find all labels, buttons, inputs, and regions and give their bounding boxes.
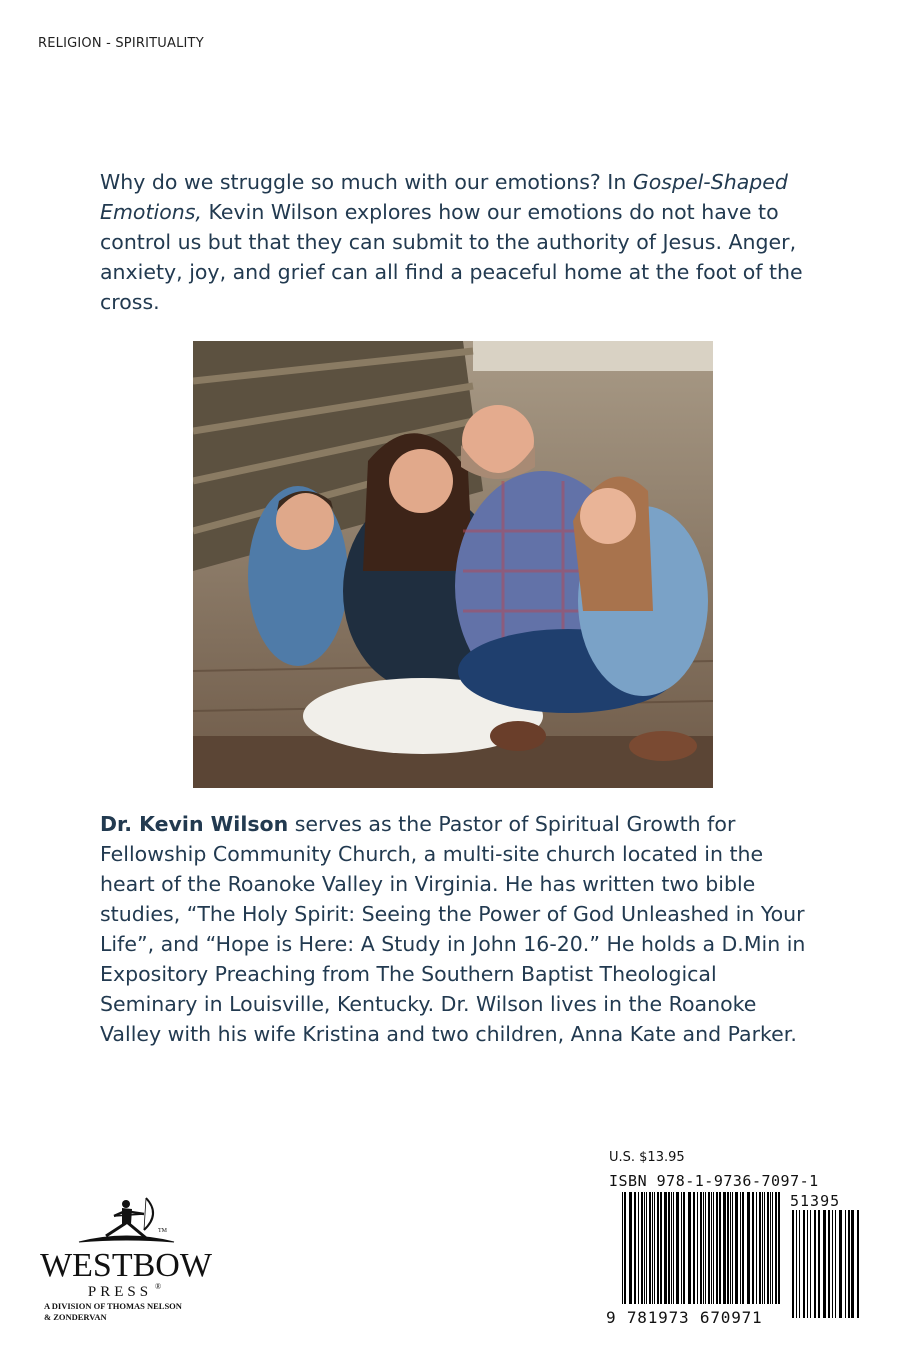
addon-bar [792,1210,794,1318]
addon-bar [799,1210,800,1318]
barcode-bar [719,1192,721,1304]
isbn-label: ISBN 978-1-9736-7097-1 [609,1172,819,1190]
barcode-bar [646,1192,647,1304]
barcode-bar [676,1192,679,1304]
barcode-bar [775,1192,777,1304]
addon-bar [796,1210,797,1318]
barcode-bar [681,1192,682,1304]
addon-bar [851,1210,854,1318]
blurb-text-end: Kevin Wilson explores how our emotions do not have to control us but that they can submit to the authority of Jesus. Anger, anxiety, joy, and grief can all find a peaceful home at the foot of the cross. [100,200,803,314]
addon-bar [803,1210,805,1318]
barcode-bar [697,1192,698,1304]
photo-illustration [193,341,713,788]
barcode-bar [688,1192,691,1304]
barcode-bar [629,1192,632,1304]
barcode-bar [730,1192,731,1304]
price-label: U.S. $13.95 [609,1150,685,1165]
barcode-bar [683,1192,685,1304]
barcode-bar [742,1192,744,1304]
barcode-bar [756,1192,757,1304]
barcode-bar [671,1192,672,1304]
addon-bar [814,1210,816,1318]
westbow-press-logo [34,1190,219,1330]
addon-bar [845,1210,846,1318]
barcode-bar [649,1192,651,1304]
barcode-bar [735,1192,738,1304]
barcode-bar [638,1192,639,1304]
addon-bar [810,1210,811,1318]
barcode-bar [770,1192,771,1304]
barcode-bar [767,1192,769,1304]
addon-bar [807,1210,808,1318]
blurb-text-start: Why do we struggle so much with our emotions? In [100,170,633,194]
category-label: RELIGION - SPIRITUALITY [38,36,204,51]
barcode-bar [723,1192,726,1304]
barcode-bar [711,1192,712,1304]
barcode-bar [772,1192,773,1304]
barcode-bar [708,1192,710,1304]
barcode-bar [660,1192,662,1304]
publisher-division-line2: & ZONDERVAN [44,1312,107,1322]
archer-icon [79,1198,174,1242]
barcode-bar [778,1192,780,1304]
barcode-bar [657,1192,659,1304]
barcode-bar [624,1192,626,1304]
barcode-bar [668,1192,670,1304]
barcode-bar [713,1192,714,1304]
barcode-bar [634,1192,636,1304]
addon-bar [823,1210,826,1318]
publisher-division-line1: A DIVISION OF THOMAS NELSON [44,1301,182,1311]
barcode-bar [644,1192,645,1304]
barcode-bar [693,1192,695,1304]
barcode-bar [727,1192,729,1304]
addon-bar [857,1210,859,1318]
price-addon-code: 51395 [790,1192,841,1210]
barcode-digits: 9 781973 670971 [606,1308,763,1327]
barcode-bar [652,1192,653,1304]
book-blurb [100,167,812,317]
barcode-bar [703,1192,704,1304]
addon-bar [832,1210,833,1318]
barcode-bar [740,1192,741,1304]
author-family-photo [193,341,713,788]
barcode-bar [622,1192,623,1304]
barcode-bar [654,1192,655,1304]
addon-bar [839,1210,842,1318]
barcode-bar [747,1192,750,1304]
barcode-bar [716,1192,718,1304]
barcode-bar [752,1192,754,1304]
trademark-mark: TM [158,1228,167,1234]
author-bio [100,809,812,1049]
addon-bar [828,1210,830,1318]
book-title: Gospel-Shaped Emotions, [100,170,788,224]
barcode-bar [764,1192,765,1304]
barcode-bar [759,1192,761,1304]
barcode-bar [641,1192,643,1304]
publisher-press: PRESS [87,1284,153,1300]
barcode-bar [732,1192,733,1304]
publisher-logo [34,1190,219,1330]
addon-bar [818,1210,820,1318]
author-bio-text: serves as the Pastor of Spiritual Growth for Fellowship Community Church, a multi-site church located in the heart of the Roanoke Valley in Virginia. He has written two bible studies, “The Holy Spirit: Seeing the Power of God Unleashed in Your Life”, and “Hope is Here: A Study in John 16-20.” He holds a D.Min in Expository Preaching from The Southern Baptist Theological Seminary in Louisville, Kentucky. Dr. Wilson lives in the Roanoke Valley with his wife Kristina and two children, Anna Kate and Parker. [100,812,806,1046]
registered-mark: ® [155,1282,162,1291]
author-name: Dr. Kevin Wilson [100,812,289,836]
barcode-bar [762,1192,763,1304]
addon-bar [835,1210,836,1318]
barcode-bar [673,1192,674,1304]
barcode-bar [705,1192,706,1304]
publisher-name: WESTBOW [40,1247,212,1284]
addon-bar [848,1210,850,1318]
barcode-bar [664,1192,667,1304]
barcode-bar [700,1192,702,1304]
